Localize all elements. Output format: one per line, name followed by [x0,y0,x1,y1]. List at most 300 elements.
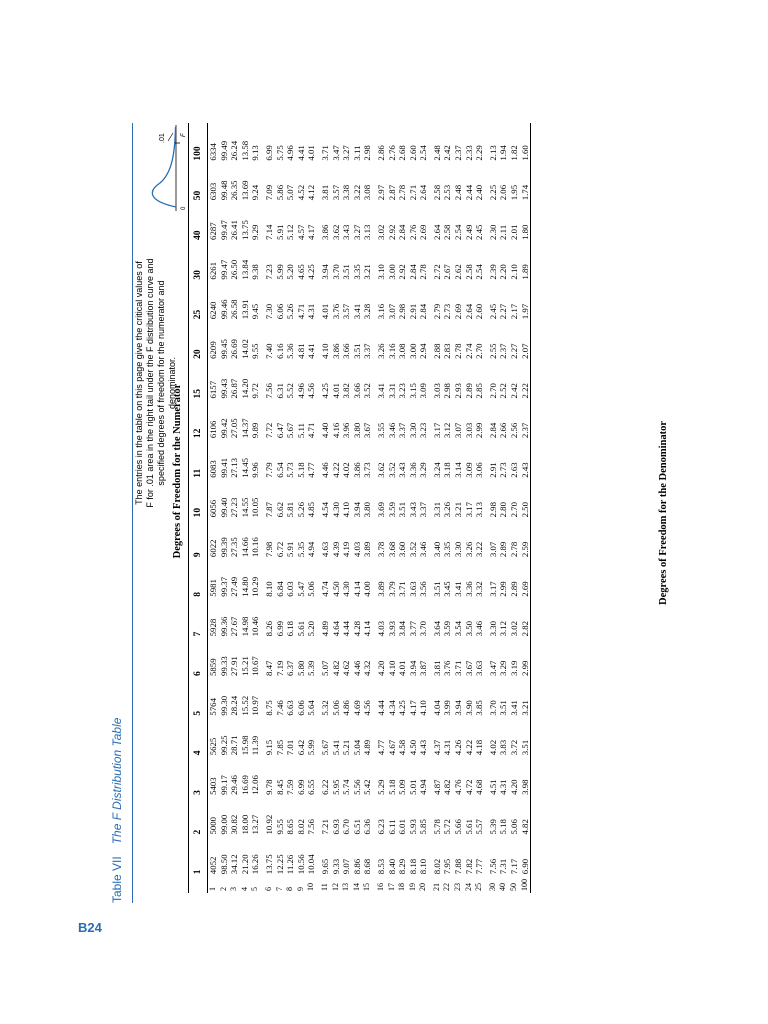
table-cell: 4.50 [330,581,341,597]
table-cell: 2.78 [453,343,464,359]
table-cell: 2.99 [498,581,509,597]
table-cell: 9.65 [319,858,330,875]
table-cell: 5403 [208,777,218,795]
table-cell: 4.56 [362,700,373,716]
table-cell: 3.36 [407,462,418,478]
table-cell: 4.67 [386,739,397,756]
table-cell: 4.22 [330,462,341,478]
table-cell: 5981 [208,579,218,597]
table-cell: 4.03 [351,541,362,558]
table-description: The entries in the table on this page give the critical values of F for .01 area in the right tail under the F distribution curve and specified degrees of freedom for the numerator and denominator. [134,258,177,508]
table-cell: 4.94 [418,779,429,795]
table-cell: 99.46 [218,299,229,320]
table-cell: 2.56 [509,422,520,439]
table-cell: 2.48 [453,184,464,201]
table-cell: 5.35 [295,541,306,558]
table-cell: 5.74 [341,779,352,795]
table-cell: 10.67 [250,656,261,676]
table-cell: 5.66 [453,819,464,835]
table-cell: 5.41 [330,739,341,756]
table-cell: 3.17 [463,502,474,518]
table-cell: 6.99 [295,779,306,795]
table-cell: 9.45 [250,303,261,320]
table-cell: 8.68 [362,858,373,875]
table-cell: 3.56 [418,581,429,597]
table-cell: 2.76 [407,224,418,240]
table-cell: 2.07 [520,321,531,361]
table-cell: 4.96 [295,383,306,399]
table-cell: 7.14 [263,224,274,240]
table-cell: 3.22 [474,541,485,558]
table-cell: 2.39 [487,264,498,280]
table-cell: 3.35 [442,541,453,558]
table-cell: 5.85 [418,819,429,835]
table-cell: 5.99 [306,739,317,756]
table-cell: 2.37 [453,145,464,161]
table-cell: 3.08 [397,343,408,359]
table-cell: 3.62 [375,462,386,478]
table-row [498,123,509,893]
table-cell: 5000 [208,816,218,835]
table-cell: 7.23 [263,264,274,280]
table-cell: 3.29 [498,660,509,676]
table-cell: 1.95 [509,184,520,201]
table-cell: 3.66 [341,343,352,359]
table-cell: 8.18 [407,858,418,875]
table-cell: 2.83 [442,343,453,359]
table-cell: 9.89 [250,422,261,439]
row-df: 20 [418,883,428,891]
table-cell: 3.51 [351,343,362,359]
table-cell: 6.16 [274,343,285,359]
table-label: Table VII [110,856,124,903]
table-cell: 2.58 [463,264,474,280]
table-cell: 18.00 [239,814,250,835]
table-cell: 3.57 [341,303,352,320]
table-cell: 5.32 [319,700,330,716]
table-cell: 1.94 [498,145,509,161]
table-cell: 5.06 [509,819,520,835]
table-cell: 3.41 [351,303,362,320]
table-cell: 3.59 [386,502,397,518]
table-cell: 3.62 [330,224,341,240]
table-cell: 7.56 [263,383,274,399]
table-cell: 5.91 [274,224,285,240]
table-cell: 4.74 [319,581,330,597]
row-df: 14 [351,883,361,891]
table-cell: 5625 [208,737,218,756]
table-cell: 3.47 [330,145,341,161]
table-cell: 6.54 [274,462,285,478]
table-cell: 1.82 [509,145,520,161]
table-cell: 3.68 [386,541,397,558]
table-cell: 3.37 [362,343,373,359]
row-df: 19 [407,883,417,891]
table-cell: 3.00 [386,264,397,280]
column-header: 11 [189,440,208,480]
table-cell: 2.66 [498,422,509,439]
table-cell: 4052 [208,856,218,875]
table-cell: 3.35 [351,264,362,280]
table-cell: 5.11 [295,423,306,439]
row-df: 100 [520,876,531,893]
table-cell: 3.70 [487,700,498,716]
table-cell: 4.65 [295,264,306,280]
table-cell: 1.60 [520,123,531,163]
table-cell: 2.98 [362,145,373,161]
table-cell: 5.36 [285,343,296,359]
column-header: 4 [189,718,208,758]
table-cell: 2.20 [498,264,509,280]
table-cell: 4.30 [330,502,341,518]
table-row [474,123,485,893]
table-cell: 6.06 [274,303,285,320]
table-cell: 3.45 [442,581,453,597]
table-cell: 6.23 [375,819,386,835]
table-cell: 3.52 [362,383,373,399]
table-cell: 10.16 [250,537,261,558]
table-cell: 5.57 [474,819,485,835]
table-cell: 2.45 [474,224,485,240]
table-cell: 2.33 [463,145,474,161]
table-cell: 3.94 [319,264,330,280]
table-cell: 13.69 [239,180,250,201]
table-cell: 3.37 [418,502,429,518]
table-cell: 5.42 [362,779,373,795]
table-cell: 9.13 [250,145,261,161]
table-cell: 2.60 [474,303,485,320]
table-cell: 14.98 [239,616,250,637]
table-cell: 99.49 [218,140,229,161]
table-cell: 2.79 [431,303,442,320]
table-cell: 5.72 [442,819,453,835]
table-cell: 13.91 [239,299,250,320]
column-header: 1 [189,837,208,877]
column-header: 6 [189,638,208,678]
table-cell: 3.06 [474,462,485,478]
column-header: 12 [189,401,208,441]
table-cell: 4.12 [306,184,317,201]
table-cell: 2.84 [397,224,408,240]
table-cell: 8.53 [375,858,386,875]
column-header: 7 [189,599,208,639]
table-cell: 3.37 [397,422,408,439]
table-cell: 5.95 [330,779,341,795]
table-cell: 2.71 [407,184,418,201]
table-cell: 7.85 [274,739,285,756]
table-cell: 15.21 [239,656,250,676]
table-cell: 2.86 [375,145,386,161]
table-cell: 6.03 [285,581,296,597]
table-cell: 2.63 [509,462,520,478]
table-cell: 5.61 [463,819,474,835]
table-cell: 4.25 [397,700,408,716]
table-cell: 3.07 [487,541,498,558]
table-cell: 27.49 [229,576,240,597]
table-row [219,123,230,893]
table-cell: 5.06 [330,700,341,716]
table-cell: 3.29 [418,462,429,478]
table-cell: 2.78 [509,541,520,558]
table-cell: 9.72 [250,383,261,399]
table-cell: 2.30 [487,224,498,240]
table-cell: 3.99 [442,700,453,716]
table-cell: 3.09 [463,462,474,478]
column-header: 20 [189,321,208,361]
table-cell: 2.72 [431,264,442,280]
table-cell: 8.26 [263,620,274,637]
table-cell: 3.12 [442,422,453,439]
table-cell: 6.47 [274,422,285,439]
row-df: 2 [218,887,228,891]
table-cell: 27.13 [229,457,240,478]
table-cell: 2.78 [418,264,429,280]
row-df: 23 [453,883,463,891]
table-cell: 5.21 [341,739,352,756]
table-cell: 4.18 [474,739,485,756]
table-cell: 10.97 [250,695,261,716]
table-cell: 3.55 [375,422,386,439]
table-cell: 3.80 [351,422,362,439]
table-row [485,123,499,893]
table-cell: 99.47 [218,259,229,280]
table-cell: 3.43 [341,224,352,240]
table-cell: 98.50 [218,854,229,875]
table-cell: 4.03 [375,620,386,637]
table-cell: 6.84 [274,581,285,597]
table-cell: 2.50 [520,480,531,520]
table-cell: 3.59 [442,620,453,637]
table-cell: 8.29 [397,858,408,875]
table-cell: 9.55 [250,343,261,359]
table-cell: 7.31 [498,858,509,875]
table-cell: 14.55 [239,497,250,518]
table-cell: 4.31 [498,779,509,795]
table-cell: 2.53 [442,184,453,201]
table-cell: 5928 [208,618,218,637]
table-cell: 4.51 [487,779,498,795]
zero-label: 0 [181,206,187,210]
table-cell: 2.89 [498,541,509,558]
table-cell: 6.62 [274,502,285,518]
table-cell: 2.10 [509,264,520,280]
table-cell: 2.13 [487,145,498,161]
table-cell: 99.47 [218,220,229,240]
row-df: 25 [474,883,484,891]
table-cell: 6.63 [285,700,296,716]
table-cell: 5.80 [295,660,306,676]
table-cell: 7.09 [263,184,274,201]
table-cell: 14.20 [239,378,250,399]
table-cell: 3.63 [407,581,418,597]
table-row [208,123,219,893]
table-cell: 4.58 [397,739,408,756]
table-cell: 4.19 [341,541,352,558]
column-header: 5 [189,678,208,718]
table-cell: 3.38 [341,184,352,201]
table-cell: 2.91 [487,462,498,478]
table-cell: 26.35 [229,180,240,201]
table-cell: 3.81 [319,184,330,201]
table-cell: 4.01 [306,145,317,161]
table-cell: 3.77 [407,620,418,637]
table-cell: 14.37 [239,418,250,439]
table-cell: 4.50 [407,739,418,756]
table-cell: 8.65 [285,819,296,835]
table-cell: 3.72 [509,739,520,756]
table-cell: 12.06 [250,775,261,795]
table-cell: 6.70 [341,819,352,835]
table-cell: 4.44 [375,700,386,716]
table-cell: 2.54 [418,145,429,161]
table-cell: 99.43 [218,378,229,399]
table-cell: 10.04 [306,854,317,875]
table-cell: 2.59 [520,519,531,559]
table-row [429,123,443,893]
column-header: 10 [189,480,208,520]
table-cell: 2.29 [474,145,485,161]
table-row [296,123,307,893]
table-cell: 2.17 [509,303,520,320]
table-cell: 3.98 [520,757,531,797]
table-cell: 34.12 [229,854,240,875]
table-cell: 2.44 [463,184,474,201]
column-header: 40 [189,202,208,242]
table-cell: 3.16 [386,343,397,359]
table-cell: 99.41 [218,457,229,478]
table-cell: 3.18 [442,462,453,478]
table-cell: 6056 [208,499,218,518]
table-cell: 2.11 [498,224,509,240]
table-cell: 2.27 [498,303,509,320]
table-cell: 2.54 [474,264,485,280]
df-header-blank [189,876,208,893]
table-cell: 5.20 [306,620,317,637]
table-row [464,123,475,893]
table-cell: 26.41 [229,220,240,240]
table-row [275,123,286,893]
table-cell: 2.73 [498,462,509,478]
table-cell: 99.39 [218,537,229,558]
table-cell: 2.78 [397,184,408,201]
table-cell: 99.00 [218,814,229,835]
table-cell: 1.80 [520,202,531,242]
table-cell: 4.71 [295,303,306,320]
row-df: 15 [362,883,372,891]
table-cell: 4.81 [295,343,306,359]
column-header: 8 [189,559,208,599]
row-df: 8 [285,887,295,891]
table-cell: 3.22 [351,184,362,201]
table-cell: 3.46 [474,620,485,637]
table-cell: 6261 [208,261,218,280]
table-cell: 3.46 [386,422,397,439]
table-cell: 7.30 [263,303,274,320]
table-cell: 3.86 [330,343,341,359]
area-label: .01 [159,133,166,143]
table-cell: 7.88 [453,858,464,875]
table-cell: 4.85 [306,502,317,518]
table-cell: 3.47 [487,660,498,676]
table-cell: 2.49 [463,224,474,240]
table-cell: 9.07 [341,858,352,875]
table-cell: 2.73 [442,303,453,320]
table-cell: 6303 [208,182,218,201]
table-cell: 6.36 [362,819,373,835]
table-cell: 5.81 [285,502,296,518]
column-header: 9 [189,519,208,559]
table-cell: 15.52 [239,695,250,716]
table-cell: 8.40 [386,858,397,875]
table-cell: 4.41 [306,343,317,359]
table-cell: 3.21 [520,678,531,718]
table-cell: 5.52 [285,383,296,399]
table-row [362,123,373,893]
table-cell: 2.92 [386,224,397,240]
table-row [520,123,531,893]
table-cell: 3.36 [463,581,474,597]
table-row [453,123,464,893]
table-cell: 3.14 [453,462,464,478]
table-cell: 2.99 [520,638,531,678]
table-cell: 9.15 [263,739,274,756]
table-cell: 3.12 [498,620,509,637]
table-cell: 4.77 [306,462,317,478]
table-cell: 2.37 [498,343,509,359]
table-cell: 28.71 [229,735,240,756]
table-cell: 4.17 [407,700,418,716]
table-row [509,123,520,893]
table-cell: 7.77 [474,858,485,875]
table-row [442,123,453,893]
table-cell: 3.27 [341,145,352,161]
table-cell: 2.70 [509,502,520,518]
table-cell: 4.16 [330,422,341,439]
table-cell: 10.46 [250,616,261,637]
table-cell: 4.96 [285,145,296,161]
table-cell: 2.67 [442,264,453,280]
table-cell: 4.86 [341,700,352,716]
table-cell: 4.71 [306,422,317,439]
table-cell: 2.01 [509,224,520,240]
table-cell: 1.74 [520,163,531,203]
table-cell: 11.26 [285,854,296,875]
table-cell: 2.84 [487,422,498,439]
table-cell: 3.86 [319,224,330,240]
table-cell: 6334 [208,143,218,161]
row-df: 7 [274,887,284,891]
table-cell: 14.02 [239,339,250,359]
table-cell: 2.88 [431,343,442,359]
table-cell: 6.11 [386,819,397,835]
table-cell: 3.43 [407,502,418,518]
table-cell: 4.62 [341,660,352,676]
table-cell: 3.43 [397,462,408,478]
table-cell: 3.70 [330,264,341,280]
table-cell: 3.15 [407,383,418,399]
table-cell: 3.13 [362,224,373,240]
table-cell: 5.67 [285,422,296,439]
table-cell: 99.25 [218,735,229,756]
table-body [208,123,531,893]
table-cell: 2.92 [397,264,408,280]
table-cell: 3.64 [431,620,442,637]
table-cell: 2.40 [474,184,485,201]
table-cell: 4.02 [341,462,352,478]
table-row [285,123,296,893]
table-cell: 7.59 [285,779,296,795]
table-cell: 15.98 [239,735,250,756]
